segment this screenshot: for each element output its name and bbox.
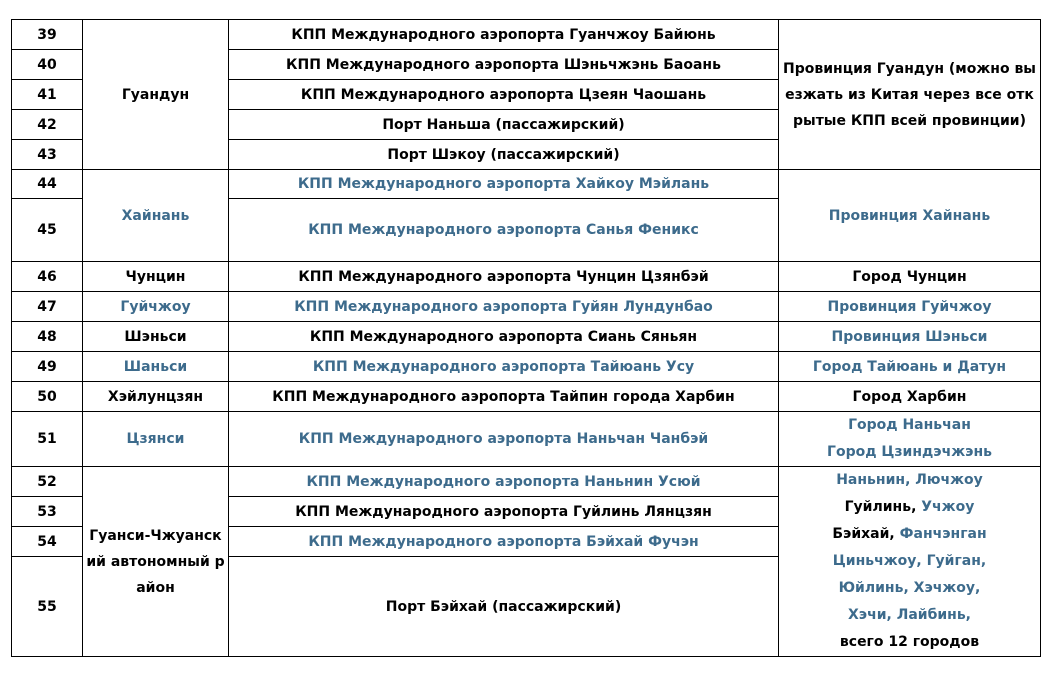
table-row <box>12 467 1041 497</box>
row-number: 46 <box>12 262 83 292</box>
checkpoint-cell: Порт Бэйхай (пассажирский) <box>229 557 779 657</box>
checkpoint-cell: КПП Международного аэропорта Гуанчжоу Байюнь <box>229 20 779 50</box>
region-cell: Чунцин <box>83 262 229 292</box>
region-cell: Шэньси <box>83 322 229 352</box>
region-cell: Хэйлунцзян <box>83 382 229 412</box>
checkpoint-cell: КПП Международного аэропорта Гуйлинь Лянцзян <box>229 497 779 527</box>
scope-line: Циньчжоу, Гуйган, <box>832 553 987 569</box>
row-number: 40 <box>12 50 83 80</box>
checkpoint-cell: КПП Международного аэропорта Гуйян Лундунбао <box>229 292 779 322</box>
checkpoint-cell: КПП Международного аэропорта Чунцин Цзянбэй <box>229 262 779 292</box>
checkpoint-cell: КПП Международного аэропорта Сиань Сяньян <box>229 322 779 352</box>
table-row <box>12 382 1041 412</box>
row-number: 48 <box>12 322 83 352</box>
scope-line: Хэчи, Лайбинь, <box>847 607 972 623</box>
checkpoint-cell: КПП Международного аэропорта Хайкоу Мэйлань <box>229 170 779 199</box>
row-number: 44 <box>12 170 83 199</box>
region-cell: Гуанси-Чжуанский автономный район <box>83 467 229 657</box>
row-number: 52 <box>12 467 83 497</box>
row-number: 49 <box>12 352 83 382</box>
checkpoint-cell: КПП Международного аэропорта Тайюань Усу <box>229 352 779 382</box>
row-number: 51 <box>12 412 83 467</box>
scope-line <box>781 521 1038 548</box>
scope-line: Город Цзиндэчжэнь <box>827 444 992 460</box>
region-cell: Гуйчжоу <box>83 292 229 322</box>
checkpoint-cell: КПП Международного аэропорта Шэньчжэнь Баоань <box>229 50 779 80</box>
row-number: 53 <box>12 497 83 527</box>
scope-line: всего 12 городов <box>839 634 980 650</box>
scope-line: Город Наньчан <box>848 417 971 433</box>
scope-cell: Провинция Шэньси <box>779 322 1041 352</box>
scope-line: Юйлинь, Хэчжоу, <box>838 580 981 596</box>
scope-city: Гуйлинь, <box>844 499 922 515</box>
table-row <box>12 20 1041 50</box>
region-cell: Цзянси <box>83 412 229 467</box>
row-number: 42 <box>12 110 83 140</box>
scope-city: Фанчэнган <box>899 526 987 542</box>
table-row <box>12 262 1041 292</box>
table-row <box>12 352 1041 382</box>
scope-line <box>781 494 1038 521</box>
checkpoint-cell: КПП Международного аэропорта Бэйхай Фучэн <box>229 527 779 557</box>
row-number: 39 <box>12 20 83 50</box>
region-cell: Гуандун <box>83 20 229 170</box>
region-cell: Хайнань <box>83 170 229 262</box>
table-row <box>12 322 1041 352</box>
scope-cell <box>779 412 1041 467</box>
scope-line: Наньнин, Лючжоу <box>836 472 983 488</box>
scope-cell <box>779 467 1041 657</box>
row-number: 43 <box>12 140 83 170</box>
checkpoint-cell: КПП Международного аэропорта Тайпин города Харбин <box>229 382 779 412</box>
table-row <box>12 292 1041 322</box>
checkpoint-cell: КПП Международного аэропорта Наньчан Чанбэй <box>229 412 779 467</box>
row-number: 45 <box>12 199 83 262</box>
scope-cell: Провинция Гуйчжоу <box>779 292 1041 322</box>
checkpoint-cell: КПП Международного аэропорта Санья Феникс <box>229 199 779 262</box>
table-row <box>12 412 1041 467</box>
scope-cell: Провинция Гуандун (можно выезжать из Китая через все открытые КПП всей провинции) <box>779 20 1041 170</box>
checkpoint-cell: КПП Международного аэропорта Наньнин Усюй <box>229 467 779 497</box>
checkpoint-cell: Порт Шэкоу (пассажирский) <box>229 140 779 170</box>
scope-city: Бэйхай, <box>832 526 900 542</box>
checkpoint-cell: КПП Международного аэропорта Цзеян Чаошань <box>229 80 779 110</box>
scope-cell: Провинция Хайнань <box>779 170 1041 262</box>
row-number: 47 <box>12 292 83 322</box>
row-number: 55 <box>12 557 83 657</box>
region-cell: Шаньси <box>83 352 229 382</box>
checkpoint-cell: Порт Наньша (пассажирский) <box>229 110 779 140</box>
scope-city: Учжоу <box>921 499 975 515</box>
scope-cell: Город Тайюань и Датун <box>779 352 1041 382</box>
scope-cell: Город Чунцин <box>779 262 1041 292</box>
row-number: 41 <box>12 80 83 110</box>
table-row <box>12 170 1041 199</box>
checkpoint-table <box>11 19 1041 657</box>
row-number: 54 <box>12 527 83 557</box>
scope-cell: Город Харбин <box>779 382 1041 412</box>
row-number: 50 <box>12 382 83 412</box>
